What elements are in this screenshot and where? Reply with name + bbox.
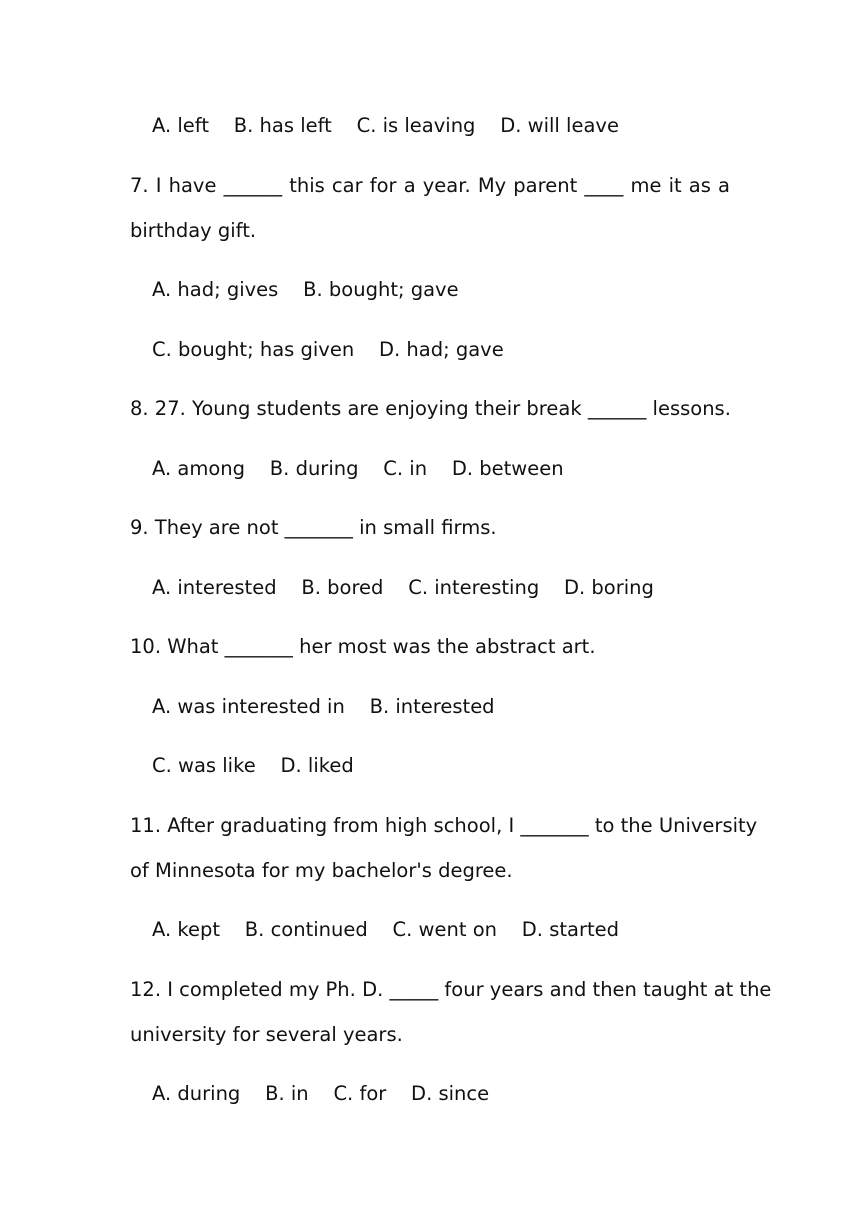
- q9-stem: 9. They are not _______ in small firms.: [130, 516, 497, 539]
- q11-stem-line-2: of Minnesota for my bachelor's degree.: [130, 859, 513, 882]
- q8-stem: 8. 27. Young students are enjoying their break ______ lessons.: [130, 397, 731, 420]
- q7-stem-line-2: birthday gift.: [130, 219, 257, 242]
- q10-stem: 10. What _______ her most was the abstract art.: [130, 635, 596, 658]
- q9-options: A. interested B. bored C. interesting D. boring: [152, 576, 654, 599]
- q11-options: A. kept B. continued C. went on D. started: [152, 918, 619, 941]
- q10-options-line-1: A. was interested in B. interested: [152, 695, 495, 718]
- q12-stem-line-2: university for several years.: [130, 1023, 403, 1046]
- q7-stem-line-1: 7. I have ______ this car for a year. My parent ____ me it as a: [130, 174, 730, 197]
- q10-options-line-2: C. was like D. liked: [152, 754, 354, 777]
- q8-options: A. among B. during C. in D. between: [152, 457, 564, 480]
- q12-stem-line-1: 12. I completed my Ph. D. _____ four years and then taught at the: [130, 978, 772, 1001]
- q12-options: A. during B. in C. for D. since: [152, 1082, 490, 1105]
- q6-options: A. left B. has left C. is leaving D. will leave: [152, 114, 619, 137]
- q11-stem-line-1: 11. After graduating from high school, I _______ to the University: [130, 814, 758, 837]
- q7-options-line-1: A. had; gives B. bought; gave: [152, 278, 459, 301]
- q7-options-line-2: C. bought; has given D. had; gave: [152, 338, 504, 361]
